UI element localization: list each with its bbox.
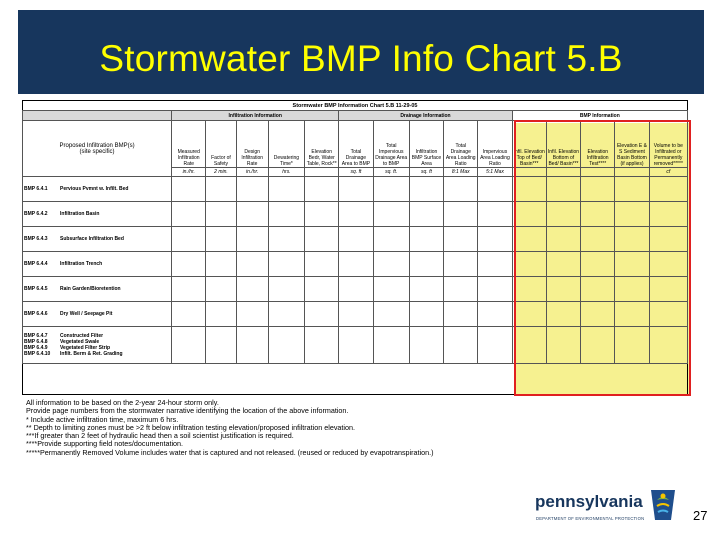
table-cell (236, 327, 268, 364)
table-cell (206, 227, 236, 252)
table-cell (236, 202, 268, 227)
bmp-info-outline (514, 120, 691, 396)
col-header: Dewatering Time* (268, 121, 304, 168)
col-header: Total Impervious Drainage Area to BMP (373, 121, 409, 168)
row-code: BMP 6.4.7 (24, 333, 48, 339)
col-unit: cf (649, 168, 687, 177)
table-cell (409, 177, 443, 202)
table-cell (268, 202, 304, 227)
group-bmp: BMP Information (512, 111, 687, 121)
last-row-labels (23, 327, 172, 364)
row-name: Infiltration Trench (60, 261, 103, 267)
row-code: BMP 6.4.6 (24, 311, 48, 317)
table-cell (339, 327, 373, 364)
row-name: Pervious Pvmnt w. Infilt. Bed (60, 186, 129, 192)
table-cell (172, 302, 206, 327)
table-cell (478, 302, 512, 327)
table-cell (373, 227, 409, 252)
col-header: Elevation E & S Sediment Basin Bottom (if applies) (615, 121, 649, 168)
table-cell (268, 327, 304, 364)
pa-dep-logo (535, 488, 693, 532)
col-unit: in./hr. (236, 168, 268, 177)
row-label (23, 252, 172, 277)
table-cell (172, 227, 206, 252)
table-cell (373, 252, 409, 277)
row-code: BMP 6.4.9 (24, 345, 48, 351)
table-cell (339, 227, 373, 252)
table-cell (478, 327, 512, 364)
table-cell (339, 202, 373, 227)
col-header: Infil. Elevation Bottom of Bed/ Basin*** (546, 121, 580, 168)
table-cell (444, 252, 478, 277)
table-cell (305, 202, 339, 227)
row-label (23, 277, 172, 302)
col-header: Measured Infiltration Rate (172, 121, 206, 168)
table-cell (236, 252, 268, 277)
table-cell (305, 177, 339, 202)
note-line: ***If greater than 2 feet of hydraulic head then a soil scientist justification is required. (26, 431, 294, 441)
header-blank (23, 111, 172, 121)
table-cell (172, 202, 206, 227)
col-header: Elevation Infiltration Test**** (581, 121, 615, 168)
row-code: BMP 6.4.1 (24, 186, 48, 192)
col-header: Factor of Safety (206, 121, 236, 168)
table-cell (305, 252, 339, 277)
table-cell (339, 302, 373, 327)
logo-word: pennsylvania (535, 492, 643, 511)
table-cell (268, 277, 304, 302)
col-unit (305, 168, 339, 177)
table-cell (172, 177, 206, 202)
col-unit: 2 min. (206, 168, 236, 177)
table-cell (236, 177, 268, 202)
table-cell (444, 277, 478, 302)
table-cell (268, 227, 304, 252)
table-cell (206, 327, 236, 364)
table-cell (339, 277, 373, 302)
row-code: BMP 6.4.3 (24, 236, 48, 242)
row-code: BMP 6.4.4 (24, 261, 48, 267)
table-cell (373, 302, 409, 327)
table-cell (478, 227, 512, 252)
table-cell (206, 202, 236, 227)
col-unit: hrs. (268, 168, 304, 177)
row-name: Infiltration Basin (60, 211, 100, 217)
table-cell (478, 277, 512, 302)
table-cell (268, 177, 304, 202)
row-name: Infilt. Berm & Ret. Grading (60, 351, 123, 357)
col-unit: 8:1 Max (444, 168, 478, 177)
table-cell (444, 302, 478, 327)
table-cell (444, 177, 478, 202)
row-label (23, 202, 172, 227)
col-header: Infil. Elevation Top of Bed/ Basin*** (512, 121, 546, 168)
table-cell (236, 302, 268, 327)
table-cell (206, 252, 236, 277)
table-cell (206, 177, 236, 202)
row-name: Rain Garden/Bioretention (60, 286, 121, 292)
table-cell (339, 177, 373, 202)
row-name: Vegetated Swale (60, 339, 100, 345)
col-header: Elevation Bedr, Water Table, Rock** (305, 121, 339, 168)
note-line: Provide page numbers from the stormwater narrative identifying the location of the above information. (26, 406, 349, 416)
note-line: ** Depth to limiting zones must be >2 ft below infiltration testing elevation/proposed infiltration elevation. (26, 422, 356, 432)
row-name: Vegetated Filter Strip (60, 345, 111, 351)
table-cell (373, 202, 409, 227)
table-cell (305, 227, 339, 252)
table-cell (172, 327, 206, 364)
table-cell (444, 327, 478, 364)
row-code: BMP 6.4.5 (24, 286, 48, 292)
col-header: Infiltration BMP Surface Area (409, 121, 443, 168)
first-col-header (23, 121, 172, 177)
table-cell (305, 277, 339, 302)
table-cell (305, 302, 339, 327)
group-drainage: Drainage Information (339, 111, 512, 121)
row-label (23, 177, 172, 202)
table-cell (172, 277, 206, 302)
row-name: Constructed Filter (60, 333, 104, 339)
table-cell (409, 202, 443, 227)
col-unit: in./hr. (172, 168, 206, 177)
col-header: Total Drainage Area to BMP (339, 121, 373, 168)
slide-title: Stormwater BMP Info Chart 5.B (99, 38, 623, 79)
row-name: Dry Well / Seepage Pit (60, 311, 113, 317)
table-cell (409, 227, 443, 252)
row-code: BMP 6.4.8 (24, 339, 48, 345)
table-cell (268, 252, 304, 277)
col-header: Impervious Area Loading Ratio (478, 121, 512, 168)
row-code: BMP 6.4.10 (24, 351, 51, 357)
first-col-header-sub: (site specific) (79, 148, 115, 155)
note-line: *****Permanently Removed Volume includes water that is captured and not released. (reused or reduced by evapotranspiration.) (26, 447, 434, 457)
page-number: 27 (693, 508, 708, 523)
row-name: Subsurface Infiltration Bed (60, 236, 124, 242)
table-cell (444, 227, 478, 252)
table-cell (268, 302, 304, 327)
table-cell (478, 252, 512, 277)
table-cell (339, 252, 373, 277)
keystone-icon (649, 488, 677, 522)
title-bar (18, 10, 704, 94)
table-cell (478, 202, 512, 227)
col-header: Total Drainage Area Loading Ratio (444, 121, 478, 168)
group-infiltration: Infiltration Information (172, 111, 339, 121)
table-cell (236, 227, 268, 252)
table-cell (373, 177, 409, 202)
table-cell (236, 277, 268, 302)
col-unit: sq. ft (339, 168, 373, 177)
table-cell (206, 302, 236, 327)
col-unit: sq. ft (409, 168, 443, 177)
row-code: BMP 6.4.2 (24, 211, 48, 217)
col-header: Design Infiltration Rate (236, 121, 268, 168)
col-unit: 5:1 Max (478, 168, 512, 177)
note-line: ****Provide supporting field notes/documentation. (26, 439, 184, 449)
row-label (23, 227, 172, 252)
note-line: All information to be based on the 2-year 24-hour storm only. (26, 398, 219, 407)
table-cell (444, 202, 478, 227)
table-cell (172, 252, 206, 277)
col-header: Volume to be Infiltrated or Permanently removed***** (649, 121, 687, 168)
row-label (23, 302, 172, 327)
table-cell (409, 302, 443, 327)
table-cell (478, 177, 512, 202)
table-cell (373, 327, 409, 364)
table-cell (409, 277, 443, 302)
table-cell (373, 277, 409, 302)
table-cell (409, 252, 443, 277)
table-cell (206, 277, 236, 302)
note-line: * Include active infiltration time, maximum 6 hrs. (26, 414, 179, 424)
sheet-title: Stormwater BMP Information Chart 5.B 11-29-05 (292, 103, 418, 109)
table-cell (305, 327, 339, 364)
logo-subtitle: DEPARTMENT OF ENVIRONMENTAL PROTECTION (536, 516, 645, 521)
notes (26, 399, 434, 457)
first-col-header-label: Proposed Infiltration BMP(s) (59, 142, 135, 149)
table-cell (409, 327, 443, 364)
col-unit: sq. ft. (373, 168, 409, 177)
